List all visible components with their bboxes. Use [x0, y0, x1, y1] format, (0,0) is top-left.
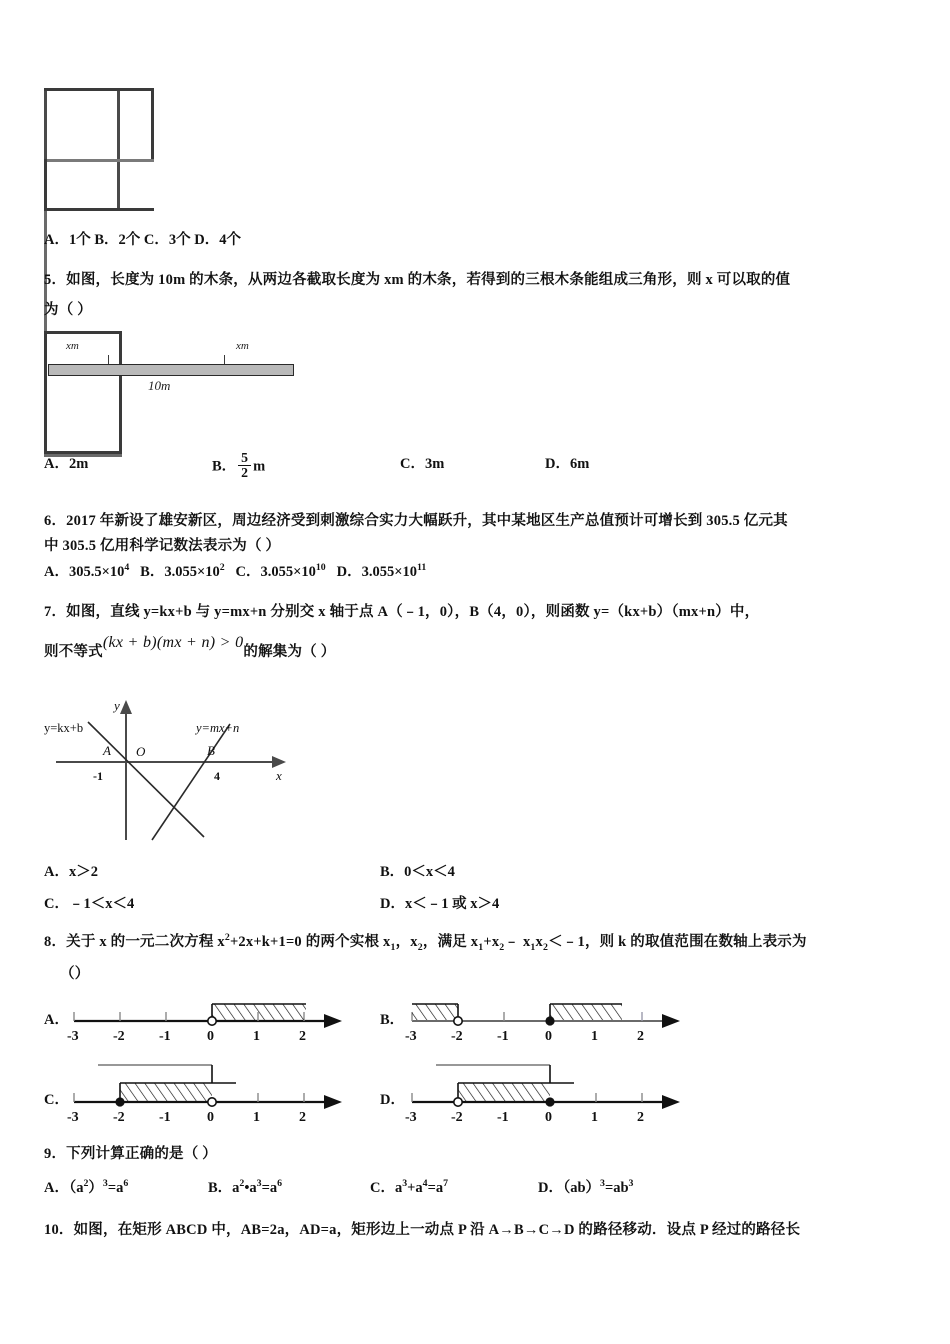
digit-2-middle-segment [44, 159, 154, 162]
nl-a-label-1: 1 [253, 1029, 260, 1044]
q8-numberline-a [66, 988, 356, 1044]
q9-option-a [44, 1176, 128, 1197]
nl-d-label-m2: -2 [451, 1110, 463, 1125]
q9-option-c [370, 1176, 448, 1197]
q5-option-b [212, 452, 265, 482]
q6-option-c-base: C．3.055×10 [235, 564, 316, 580]
digit-0-rectangle [44, 88, 120, 211]
nl-b-label-1: 1 [591, 1029, 598, 1044]
graph-tick-label-4: 4 [214, 769, 220, 783]
q7-stem-line2 [44, 634, 934, 666]
q6-option-d-base: D．3.055×10 [336, 564, 417, 580]
q6-option-a [44, 564, 129, 580]
nl-a-label-m2: -2 [113, 1029, 125, 1044]
nl-c-label-0: 0 [207, 1110, 214, 1125]
nl-b-shaded-region-left [412, 1004, 458, 1020]
q8-stem-part3: ，x [395, 934, 418, 950]
nl-b-endpoint-open-m2 [454, 1017, 462, 1025]
q8-stem-part6: ﹣ x [504, 934, 531, 950]
q8-stem-sub-1b: 1 [478, 941, 484, 953]
bar-tick-right [224, 355, 225, 364]
q5-option-b-fraction [238, 451, 251, 481]
nl-c-shaded-region [120, 1083, 212, 1102]
q8-stem-part5: +x [483, 934, 500, 950]
q8-stem-sup-2: 2 [224, 932, 230, 944]
q7-graph-svg [44, 692, 306, 850]
nl-c-endpoint-filled-m2 [115, 1097, 124, 1106]
q9-stem: 9．下列计算正确的是（ ） [44, 1146, 217, 1162]
q8-stem-sub-2c: 2 [542, 941, 549, 953]
q5-stem-line2: 为（ ） [44, 302, 92, 318]
q8-stem-part4: ，满足 x [422, 934, 479, 950]
q7-stem-suffix: 的解集为（ ） [243, 644, 336, 660]
graph-x-axis-label: x [276, 768, 282, 783]
q5-option-a: A．2m [44, 456, 89, 472]
q6-option-b [140, 564, 224, 580]
q9-option-d-part1: D．（ab） [538, 1180, 601, 1196]
q8-stem-part1: 8．关于 x 的一元二次方程 x [44, 934, 225, 950]
graph-origin-label: O [136, 744, 146, 759]
graph-tick-label-minus1: -1 [93, 769, 103, 783]
nl-c-arrow [324, 1095, 342, 1109]
q9-option-d [538, 1176, 633, 1197]
nl-d-label-m3: -3 [405, 1110, 417, 1125]
q6-option-a-exponent: 4 [124, 562, 130, 574]
q7-option-c: C．﹣1＜x＜4 [44, 896, 135, 912]
nl-d-label-2: 2 [637, 1110, 644, 1125]
graph-y-axis-label: y [114, 698, 120, 713]
q9-option-b-part3: =a [261, 1180, 278, 1196]
q7-option-b: B．0＜x＜4 [380, 864, 455, 880]
nl-b-label-m3: -3 [405, 1029, 417, 1044]
q9-option-b-part2: •a [244, 1180, 257, 1196]
graph-line1-equation-label: y=kx+b [44, 721, 84, 735]
nl-c-label-2: 2 [299, 1110, 306, 1125]
q9-option-d-sup1: 3 [600, 1178, 605, 1190]
nl-b-endpoint-filled-0 [545, 1016, 554, 1025]
nl-c-endpoint-open-0 [208, 1098, 216, 1106]
nl-c-label-m1: -1 [159, 1110, 171, 1125]
nl-a-label-0: 0 [207, 1029, 214, 1044]
bar-body [48, 364, 294, 376]
q8-stem-sub-2a: 2 [417, 941, 423, 953]
digit-2-top-segment [44, 88, 154, 91]
q8-stem-sub-1a: 1 [390, 941, 396, 953]
q6-options-line [44, 560, 426, 581]
nl-d-shaded-region [458, 1083, 550, 1102]
q9-option-a-part3: =a [107, 1180, 124, 1196]
nl-b-label-0: 0 [545, 1029, 552, 1044]
q8-stem-part8: ＜﹣1，则 k 的取值范围在数轴上表示为 [548, 934, 807, 950]
q4-options-line: A．1个 B．2个 C．3个 D．4个 [44, 232, 241, 248]
q8-stem-part2: +2x+k+1=0 的两个实根 x [229, 934, 391, 950]
nl-a-label-m1: -1 [159, 1029, 171, 1044]
q6-option-c [236, 564, 326, 580]
graph-point-a-label: A [103, 743, 111, 758]
q8-option-d-letter: D． [380, 1092, 405, 1108]
q6-stem-line1: 6．2017 年新设了雄安新区，周边经济受到刺激综合实力大幅跃升，其中某地区生产总值预计可增长到 305.5 亿元其 [44, 513, 788, 529]
nl-b-label-m2: -2 [451, 1029, 463, 1044]
q9-option-c-sup2: 4 [422, 1178, 428, 1190]
nl-d-endpoint-filled-0 [545, 1097, 554, 1106]
q9-option-c-part3: =a [427, 1180, 444, 1196]
q8-numberline-d [404, 1055, 694, 1125]
q5-stem-line1: 5．如图，长度为 10m 的木条，从两边各截取长度为 xm 的木条，若得到的三根木条能组成三角形，则 x 可以取的值 [44, 272, 791, 288]
graph-line2-equation-label: y=mx+n [196, 721, 240, 735]
q9-option-d-sup3: 3 [628, 1178, 634, 1190]
q9-option-a-part1: A．（a [44, 1180, 84, 1196]
q6-option-a-base: A．305.5×10 [44, 564, 125, 580]
q6-stem-line2: 中 305.5 亿用科学记数法表示为（ ） [44, 538, 281, 554]
q8-option-c-letter: C． [44, 1092, 69, 1108]
q6-option-b-exponent: 2 [219, 562, 225, 574]
q7-stem-line1: 7．如图，直线 y=kx+b 与 y=mx+n 分别交 x 轴于点 A（﹣1，0），B（4，0），则函数 y=（kx+b）（mx+n）中， [44, 604, 760, 620]
q5-option-c: C．3m [400, 456, 445, 472]
q9-option-b-sup3: 6 [277, 1178, 283, 1190]
q6-option-d-exponent: 11 [416, 562, 427, 574]
q9-option-d-part2: =ab [604, 1180, 629, 1196]
bar-label-total-length: 10m [148, 378, 171, 393]
q9-option-c-part1: C．a [370, 1180, 403, 1196]
bar-label-right-xm: xm [236, 340, 249, 352]
nl-c-label-m2: -2 [113, 1110, 125, 1125]
q7-option-d: D．x＜﹣1 或 x＞4 [380, 896, 500, 912]
q9-option-b-sup1: 2 [239, 1178, 245, 1190]
q8-option-a-letter: A． [44, 1012, 69, 1028]
q8-stem-sub-1c: 1 [530, 941, 536, 953]
nl-a-endpoint-open-0 [208, 1017, 216, 1025]
q9-option-a-sup1: 2 [83, 1178, 89, 1190]
q7-option-a: A．x＞2 [44, 864, 98, 880]
q5-option-b-suffix: m [253, 458, 266, 475]
nl-b-label-m1: -1 [497, 1029, 509, 1044]
q7-inequality-formula: (kx + b)(mx + n) > 0 [102, 634, 244, 651]
q9-option-b [208, 1176, 282, 1197]
q7-stem-prefix: 则不等式 [44, 644, 103, 660]
figure-2018-digits [44, 88, 404, 213]
graph-y-axis-arrow [120, 700, 132, 714]
digit-2-left-segment [44, 159, 47, 211]
digit-2-right-segment [151, 88, 154, 162]
q6-option-c-exponent: 10 [315, 562, 326, 574]
q8-numberline-b [404, 988, 694, 1044]
nl-b-arrow [662, 1014, 680, 1028]
q9-option-a-part2: ） [88, 1180, 103, 1196]
q5-option-b-prefix: B． [212, 458, 237, 475]
q8-stem-line2: （） [60, 966, 90, 982]
figure-wood-bar [44, 338, 324, 398]
nl-d-arrow [662, 1095, 680, 1109]
nl-d-endpoint-open-m2 [454, 1098, 462, 1106]
nl-b-label-2: 2 [637, 1029, 644, 1044]
nl-a-arrow [324, 1014, 342, 1028]
nl-c-label-m3: -3 [67, 1110, 79, 1125]
nl-c-label-1: 1 [253, 1110, 260, 1125]
figure-q7-coordinate-graph [44, 692, 306, 850]
nl-a-shaded-region [212, 1004, 306, 1020]
nl-b-shaded-region-right [550, 1004, 622, 1020]
graph-line-kx-plus-b [88, 722, 204, 837]
q8-stem-sub-2b: 2 [499, 941, 505, 953]
nl-d-label-m1: -1 [497, 1110, 509, 1125]
q9-option-a-sup3: 6 [123, 1178, 129, 1190]
nl-a-label-m3: -3 [67, 1029, 79, 1044]
nl-d-label-1: 1 [591, 1110, 598, 1125]
q9-option-b-sup2: 3 [256, 1178, 262, 1190]
q6-option-d [337, 564, 427, 580]
q5-option-d: D．6m [545, 456, 590, 472]
q5-option-b-numerator: 5 [238, 451, 251, 466]
q5-option-b-denominator: 2 [241, 465, 249, 481]
q10-stem: 10．如图，在矩形 ABCD 中，AB=2a，AD=a，矩形边上一动点 P 沿 A→B→C→D 的路径移动．设点 P 经过的路径长 [44, 1222, 801, 1238]
graph-point-b-label: B [207, 743, 215, 758]
q9-option-b-part1: B．a [208, 1180, 240, 1196]
q6-option-b-base: B．3.055×10 [140, 564, 220, 580]
nl-d-label-0: 0 [545, 1110, 552, 1125]
nl-a-label-2: 2 [299, 1029, 306, 1044]
q9-option-a-sup2: 3 [102, 1178, 108, 1190]
q8-option-b-letter: B． [380, 1012, 405, 1028]
bar-label-left-xm: xm [66, 340, 79, 352]
bar-tick-left [108, 355, 109, 364]
graph-x-axis-arrow [272, 756, 286, 768]
q9-option-c-sup1: 3 [402, 1178, 408, 1190]
q8-numberline-c [66, 1055, 356, 1125]
q9-option-c-sup3: 7 [443, 1178, 449, 1190]
q8-stem-line1 [44, 930, 934, 955]
q8-stem-part7: x [535, 934, 543, 950]
q9-option-c-part2: +a [407, 1180, 423, 1196]
digit-2-bottom-segment [44, 208, 154, 211]
